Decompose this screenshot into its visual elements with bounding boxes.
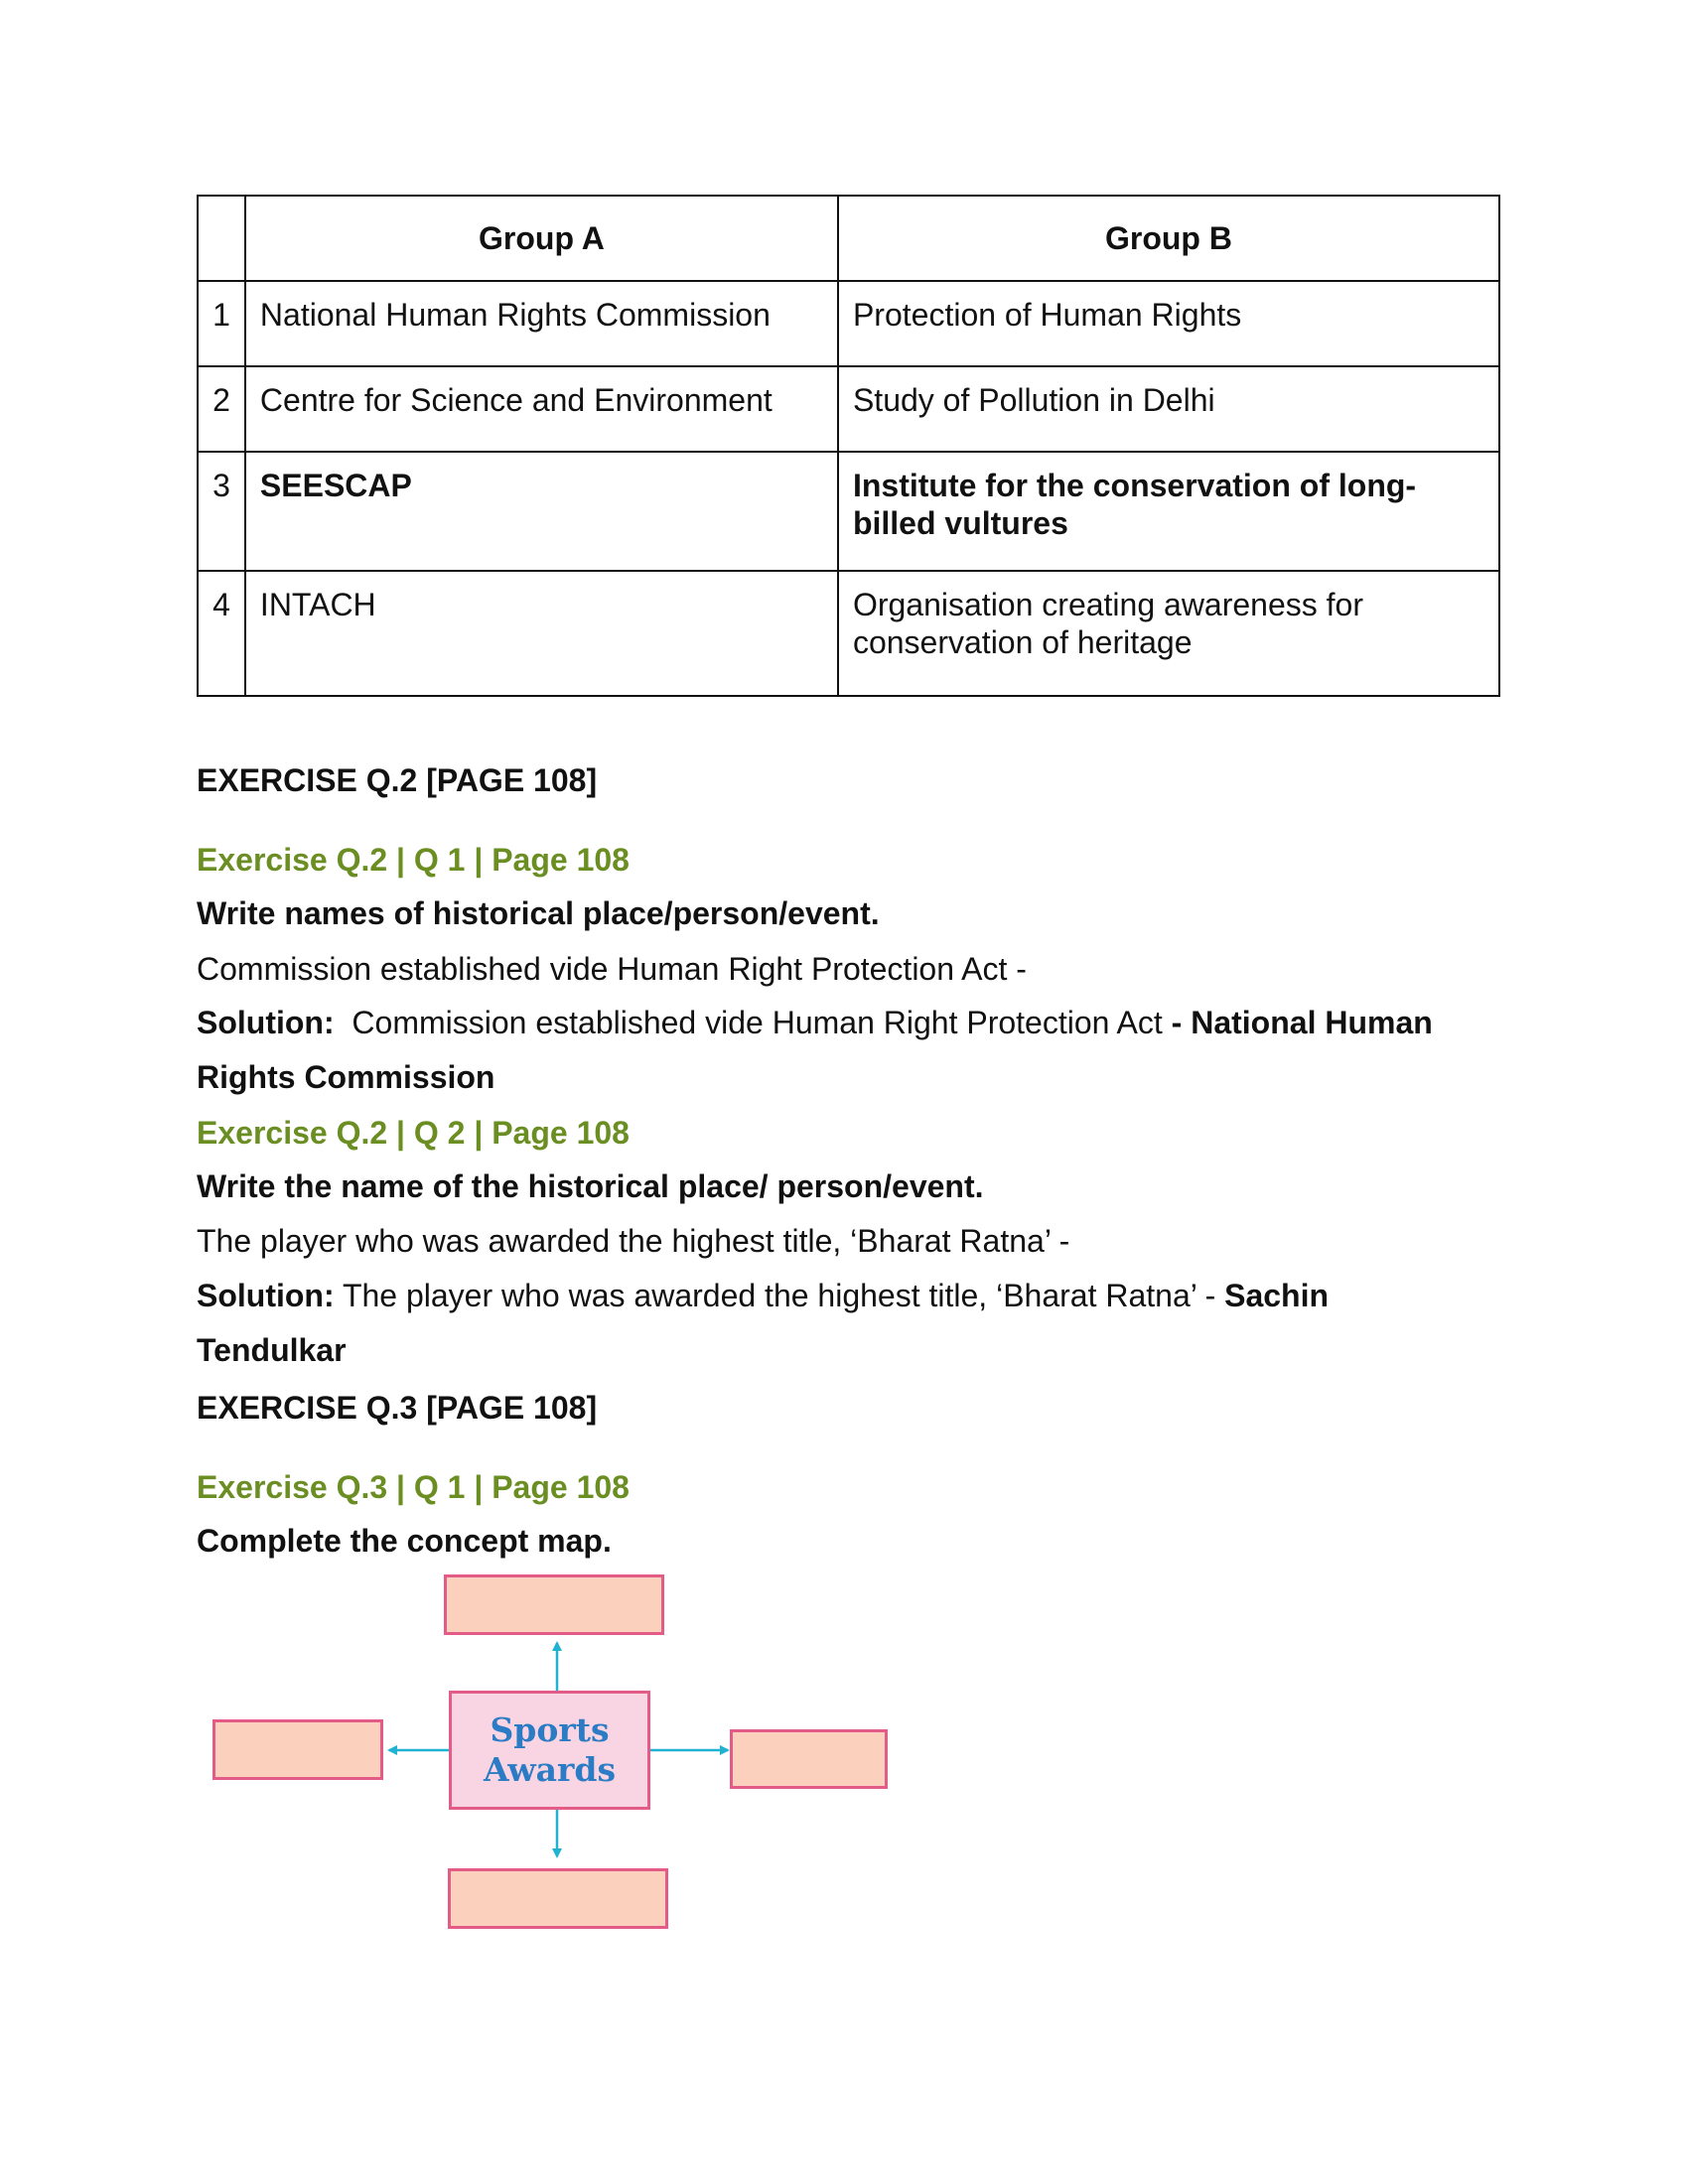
question-prompt: Complete the concept map. — [197, 1523, 612, 1559]
solution-text: The player who was awarded the highest title, ‘Bharat Ratna’ - — [342, 1278, 1216, 1313]
group-b-cell: Institute for the conservation of long-billed vultures — [838, 452, 1499, 571]
group-b-cell: Protection of Human Rights — [838, 281, 1499, 366]
table-header-row — [198, 196, 1499, 281]
answer-text: Sachin — [1224, 1278, 1330, 1313]
answer-text: - National Human — [1171, 1005, 1433, 1040]
top-answer-box[interactable] — [444, 1574, 664, 1635]
row-number: 2 — [198, 366, 245, 452]
group-a-cell: National Human Rights Commission — [245, 281, 838, 366]
solution-text: Commission established vide Human Right Protection Act — [352, 1005, 1163, 1040]
answer-text-cont: Tendulkar — [197, 1332, 347, 1368]
group-b-cell: Organisation creating awareness for conservation of heritage — [838, 571, 1499, 696]
question-prompt: Write names of historical place/person/event. — [197, 895, 880, 931]
answer-text-cont: Rights Commission — [197, 1059, 495, 1095]
row-number: 3 — [198, 452, 245, 571]
row-number: 1 — [198, 281, 245, 366]
solution-label: Solution: — [197, 1278, 335, 1313]
center-label-line1: Sports — [490, 1710, 610, 1749]
group-b-cell: Study of Pollution in Delhi — [838, 366, 1499, 452]
question-ref-q2-1[interactable]: Exercise Q.2 | Q 1 | Page 108 — [197, 842, 630, 878]
question-ref-q2-2[interactable]: Exercise Q.2 | Q 2 | Page 108 — [197, 1115, 630, 1151]
right-answer-box[interactable] — [730, 1729, 888, 1789]
header-group-b: Group B — [838, 196, 1499, 281]
answer-continuation — [197, 1332, 347, 1369]
match-table — [197, 195, 1500, 697]
question-prompt: Write the name of the historical place/ person/event. — [197, 1168, 984, 1204]
center-label-line2: Awards — [483, 1750, 617, 1789]
answer-continuation — [197, 1059, 494, 1096]
table-row — [198, 366, 1499, 452]
question-text: The player who was awarded the highest title, ‘Bharat Ratna’ - — [197, 1223, 1070, 1259]
row-number: 4 — [198, 571, 245, 696]
question-ref-q3-1[interactable]: Exercise Q.3 | Q 1 | Page 108 — [197, 1469, 630, 1505]
bottom-answer-box[interactable] — [448, 1868, 668, 1929]
question-text: Commission established vide Human Right Protection Act - — [197, 951, 1027, 987]
group-a-cell: SEESCAP — [245, 452, 838, 571]
header-num — [198, 196, 245, 281]
group-a-cell: INTACH — [245, 571, 838, 696]
header-group-a: Group A — [245, 196, 838, 281]
left-answer-box[interactable] — [212, 1719, 383, 1780]
page-content — [197, 195, 1507, 1559]
group-a-cell: Centre for Science and Environment — [245, 366, 838, 452]
sports-awards-center-box — [449, 1691, 650, 1810]
section-heading-q2: EXERCISE Q.2 [PAGE 108] — [197, 762, 598, 798]
solution-line — [197, 1005, 1433, 1041]
table-row — [198, 281, 1499, 366]
solution-label: Solution: — [197, 1005, 335, 1040]
table-row — [198, 452, 1499, 571]
section-heading-q3: EXERCISE Q.3 [PAGE 108] — [197, 1390, 598, 1426]
solution-line — [197, 1278, 1329, 1314]
table-row — [198, 571, 1499, 696]
